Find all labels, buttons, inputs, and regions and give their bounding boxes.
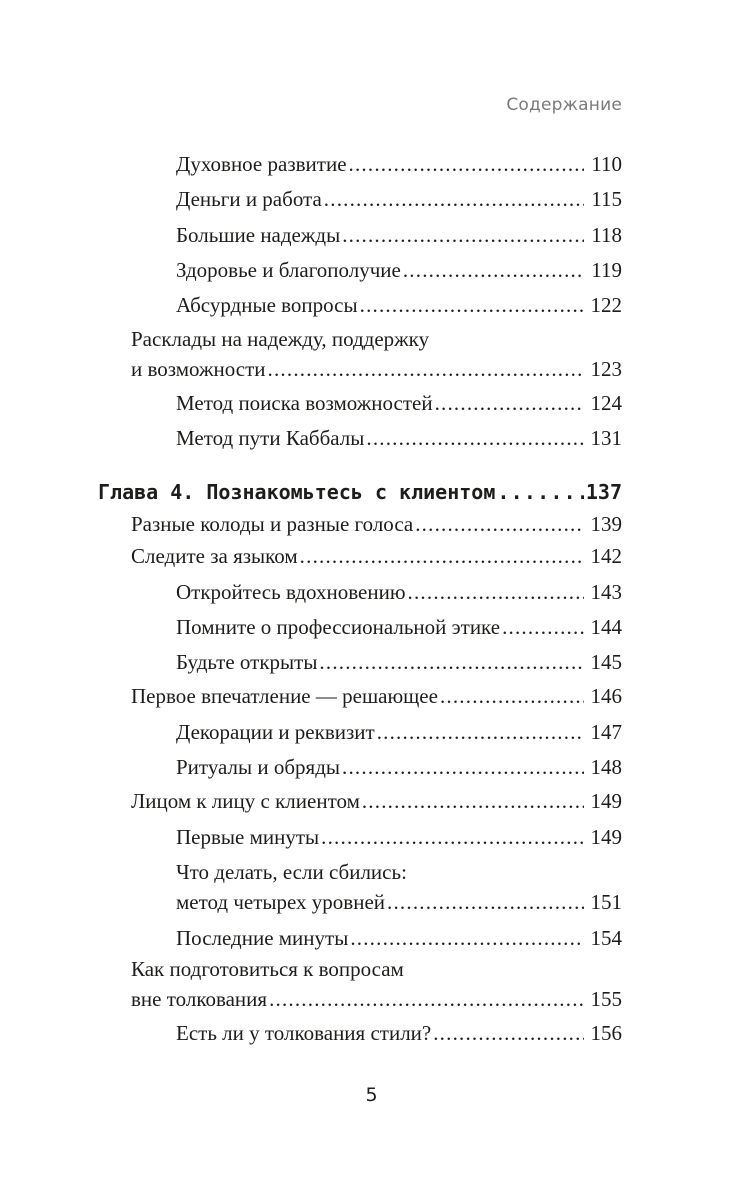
- entry-page: 122: [590, 293, 622, 317]
- entry-page: 137: [585, 480, 622, 504]
- leader-dots: [366, 423, 584, 453]
- leader-dots: [324, 184, 584, 214]
- leader-dots: [360, 290, 584, 320]
- entry-page: 155: [590, 987, 622, 1011]
- entry-title: Откройтесь вдохновению: [176, 580, 406, 604]
- entry-title: Большие надежды: [176, 223, 341, 247]
- leader-dots: [349, 149, 584, 179]
- entry-title-line2: и возможности: [131, 357, 266, 381]
- entry-title-line1: Расклады на надежду, поддержку: [131, 327, 430, 351]
- leader-dots: [415, 509, 584, 539]
- toc-entry[interactable]: [176, 1018, 622, 1048]
- leader-dots: [435, 388, 584, 418]
- running-head: Содержание: [506, 95, 622, 115]
- entry-title: Будьте открыты: [176, 650, 318, 674]
- entry-page: 149: [590, 825, 622, 849]
- entry-page: 131: [590, 426, 622, 450]
- toc-entry[interactable]: [176, 752, 622, 782]
- leader-dots: [387, 887, 584, 917]
- entry-title-line1: Как подготовиться к вопросам: [131, 957, 404, 981]
- entry-page: 115: [591, 187, 622, 211]
- leader-dots: [440, 681, 584, 711]
- leader-dots: [319, 647, 584, 677]
- toc-entry[interactable]: [176, 290, 622, 320]
- toc-entry[interactable]: [176, 388, 622, 418]
- entry-title: Декорации и реквизит: [176, 720, 375, 744]
- leader-dots: [377, 717, 584, 747]
- toc-entry[interactable]: [176, 149, 622, 179]
- entry-title: Следите за языком: [131, 544, 298, 568]
- entry-title: Метод пути Каббалы: [176, 426, 365, 450]
- leader-dots: [300, 541, 584, 571]
- entry-title: Метод поиска возможностей: [176, 391, 433, 415]
- entry-page: 139: [590, 512, 622, 536]
- entry-title: Разные колоды и разные голоса: [131, 512, 414, 536]
- entry-title: Есть ли у толкования стили?: [176, 1021, 432, 1045]
- leader-dots: [408, 577, 584, 607]
- toc-entry[interactable]: [176, 647, 622, 677]
- entry-page: 147: [590, 720, 622, 744]
- entry-page: 119: [591, 258, 622, 282]
- entry-page: 124: [590, 391, 622, 415]
- toc-entry[interactable]: [176, 184, 622, 214]
- leader-dots: [403, 255, 584, 285]
- entry-page: 156: [590, 1021, 622, 1045]
- toc-entry[interactable]: [131, 954, 622, 1014]
- entry-title: Ритуалы и обряды: [176, 755, 341, 779]
- entry-page: 123: [590, 357, 622, 381]
- entry-page: 149: [590, 789, 622, 813]
- leader-dots: [321, 822, 584, 852]
- entry-page: 144: [590, 615, 622, 639]
- entry-title: Последние минуты: [176, 926, 349, 950]
- toc-entry[interactable]: [176, 923, 622, 953]
- toc-entry[interactable]: [176, 220, 622, 250]
- toc-entry[interactable]: [131, 324, 622, 384]
- entry-page: 151: [590, 890, 622, 914]
- leader-dots: [268, 354, 584, 384]
- entry-title: Деньги и работа: [176, 187, 322, 211]
- toc-chapter-entry[interactable]: [98, 477, 622, 507]
- entry-title-line1: Что делать, если сбились:: [176, 860, 407, 884]
- page-number: 5: [365, 1084, 378, 1106]
- toc-entry[interactable]: [131, 681, 622, 711]
- entry-page: 118: [591, 223, 622, 247]
- entry-title: Абсурдные вопросы: [176, 293, 358, 317]
- entry-title: Здоровье и благополучие: [176, 258, 401, 282]
- leader-dots: [350, 923, 584, 953]
- toc-entry[interactable]: [176, 577, 622, 607]
- toc-entry[interactable]: [131, 541, 622, 571]
- toc-entry[interactable]: [176, 822, 622, 852]
- toc-entry[interactable]: [131, 786, 622, 816]
- entry-title: Помните о профессиональной этике: [176, 615, 501, 639]
- entry-page: 146: [590, 684, 622, 708]
- toc-entry[interactable]: [176, 857, 622, 917]
- entry-page: 142: [590, 544, 622, 568]
- chapter-title: Глава 4. Познакомьтесь с клиентом: [98, 480, 496, 504]
- leader-dots: [342, 752, 584, 782]
- entry-title-line2: вне толкования: [131, 987, 268, 1011]
- leader-dots: [269, 984, 584, 1014]
- entry-page: 145: [590, 650, 622, 674]
- entry-page: 148: [590, 755, 622, 779]
- toc-entry[interactable]: [176, 255, 622, 285]
- leader-dots: [342, 220, 584, 250]
- toc-entry[interactable]: [176, 612, 622, 642]
- entry-page: 110: [591, 152, 622, 176]
- entry-page: 143: [590, 580, 622, 604]
- entry-title: Первые минуты: [176, 825, 320, 849]
- leader-dots: [502, 612, 584, 642]
- toc-entry[interactable]: [176, 717, 622, 747]
- entry-title: Духовное развитие: [176, 152, 347, 176]
- leader-dots: [497, 477, 584, 507]
- leader-dots: [433, 1018, 584, 1048]
- entry-title-line2: метод четырех уровней: [176, 890, 386, 914]
- leader-dots: [362, 786, 584, 816]
- toc-entry[interactable]: [131, 509, 622, 539]
- toc-entry[interactable]: [176, 423, 622, 453]
- entry-title: Лицом к лицу с клиентом: [131, 789, 360, 813]
- entry-page: 154: [590, 926, 622, 950]
- entry-title: Первое впечатление — решающее: [131, 684, 438, 708]
